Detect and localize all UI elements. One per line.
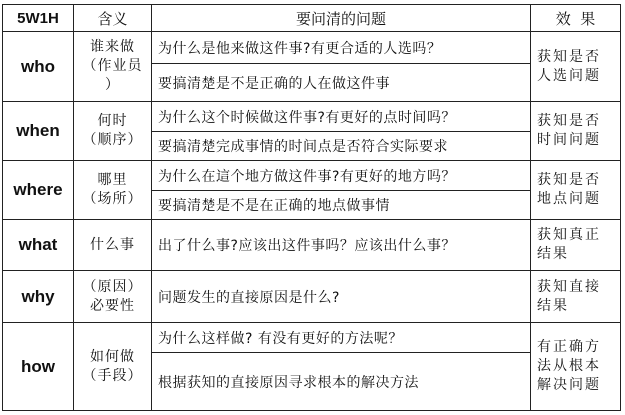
effect-how (531, 323, 621, 411)
question-who-1: 为什么是他来做这件事?有更合适的人选吗？ (152, 32, 531, 64)
meaning-line: 何时 (97, 113, 128, 130)
table-row-who (3, 32, 621, 64)
meaning-line: （手段） (82, 367, 143, 384)
meaning-line: （顺序） (82, 132, 143, 148)
header-questions: 要问清的问题 (152, 5, 531, 32)
effect-line: 获知是否 (537, 113, 601, 130)
table-row-where (3, 161, 621, 191)
effect-line: 获知直接 (537, 278, 601, 295)
cell-who: who (3, 32, 74, 102)
cell-what: what (3, 220, 74, 271)
effect-line: 结果 (537, 297, 569, 314)
meaning-line: （场所） (82, 191, 143, 207)
cell-when: when (3, 102, 74, 161)
meaning-line: 如何做 (90, 348, 135, 365)
table-row-why (3, 271, 621, 323)
cell-why: why (3, 271, 74, 323)
effect-line: 地点问题 (537, 191, 601, 207)
effect-line: 有正确方 (537, 339, 601, 356)
header-5w1h: 5W1H (3, 5, 74, 32)
meaning-who (74, 32, 152, 102)
question-who-2: 要搞清楚是不是正确的人在做这件事 (152, 64, 531, 102)
question-when-1: 为什么这个时候做这件事?有更好的点时间吗？ (152, 102, 531, 132)
question-where-2: 要搞清楚是不是在正确的地点做事情 (152, 191, 531, 220)
meaning-why (74, 271, 152, 323)
table-row-how (3, 323, 621, 353)
meaning-when (74, 102, 152, 161)
effect-line: 结果 (537, 246, 569, 262)
cell-where: where (3, 161, 74, 220)
effect-line: 获知是否 (537, 48, 601, 65)
effect-line: 获知是否 (537, 172, 601, 189)
meaning-line: （作业员 (82, 58, 143, 75)
effect-when (531, 102, 621, 161)
question-how-1: 为什么这样做? 有没有更好的方法呢？ (152, 323, 531, 353)
question-how-2: 根据获知的直接原因寻求根本的解决方法 (152, 353, 531, 411)
effect-line: 时间问题 (537, 132, 601, 148)
meaning-how (74, 323, 152, 411)
question-where-1: 为什么在這个地方做这件事?有更好的地方吗？ (152, 161, 531, 191)
5w1h-table (2, 4, 621, 411)
table-row-what (3, 220, 621, 271)
effect-line: 解决问题 (537, 376, 601, 393)
header-effect: 效 果 (531, 5, 621, 32)
meaning-what (74, 220, 152, 271)
effect-who (531, 32, 621, 102)
effect-line: 获知真正 (537, 227, 601, 244)
question-what-1: 出了什么事?应该出这件事吗？应该出什么事？ (152, 220, 531, 271)
meaning-where (74, 161, 152, 220)
meaning-line: ） (105, 76, 120, 93)
header-meaning: 含义 (74, 5, 152, 32)
question-why-1: 问题发生的直接原因是什么? (152, 271, 531, 323)
effect-where (531, 161, 621, 220)
effect-why (531, 271, 621, 323)
cell-how: how (3, 323, 74, 411)
question-when-2: 要搞清楚完成事情的时间点是否符合实际要求 (152, 132, 531, 161)
effect-line: 法从根本 (537, 358, 601, 375)
meaning-line: （原因） (82, 278, 143, 295)
effect-line: 人选问题 (537, 67, 601, 84)
header-row (3, 5, 621, 32)
meaning-line: 谁来做 (90, 39, 135, 56)
meaning-line: 哪里 (97, 172, 128, 189)
meaning-line: 什么事 (90, 236, 135, 253)
effect-what (531, 220, 621, 271)
meaning-line: 必要性 (90, 297, 135, 314)
table-row-when (3, 102, 621, 132)
